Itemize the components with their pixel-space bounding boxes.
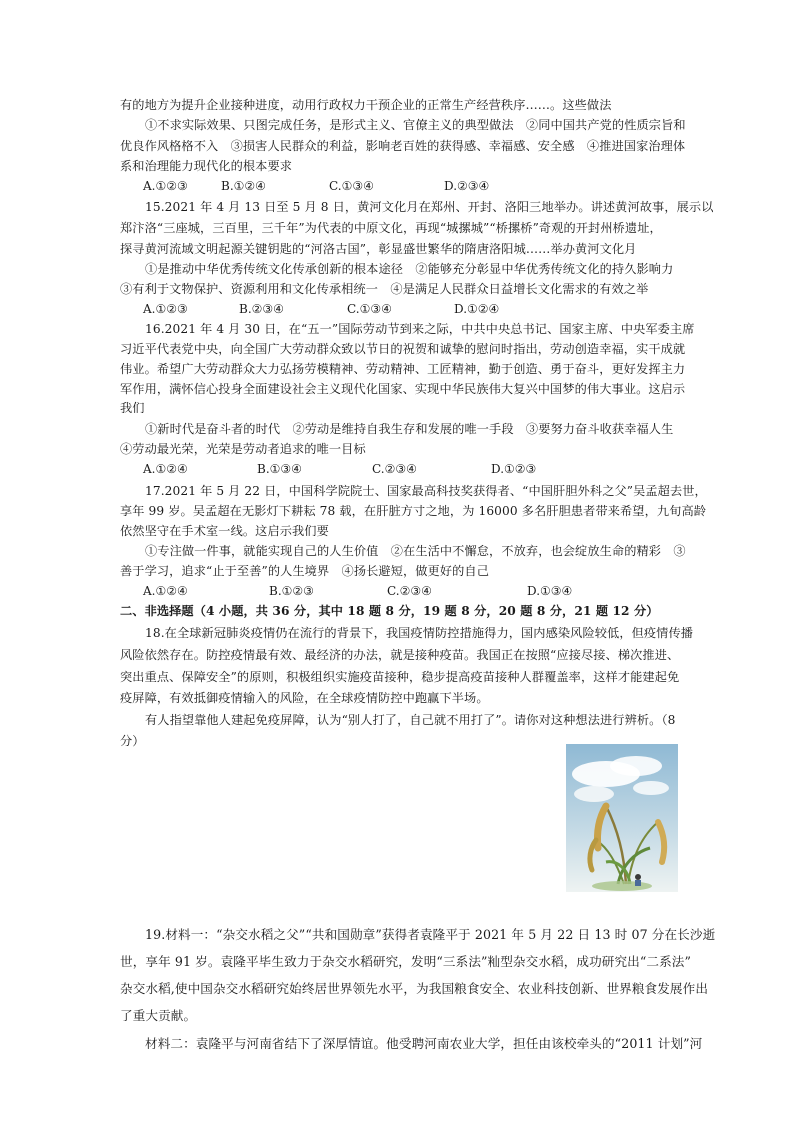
q18-question-cont: 分） [120, 734, 145, 748]
q16-stem-cont: 军作用，满怀信心投身全面建设社会主义现代化国家、实现中华民族伟大复兴中国梦的伟大事业。这启示 [120, 382, 686, 396]
q17-option-d: D.①③④ [527, 584, 573, 598]
q14-statements-cont: 系和治理能力现代化的根本要求 [120, 159, 293, 173]
q14-option-a: A.①②③ [143, 179, 188, 193]
q15-option-c: C.①③④ [347, 302, 392, 316]
q16-option-d: D.①②③ [491, 462, 537, 476]
q17-stem-cont: 依然坚守在手术室一线。这启示我们要 [120, 524, 329, 538]
q14-option-b: B.①②④ [221, 179, 266, 193]
section-2-heading: 二、非选择题（4 小题，共 36 分，其中 18 题 8 分，19 题 8 分，20 题 8 分，21 题 12 分） [120, 604, 659, 618]
q14-statements: ①不求实际效果、只图完成任务，是形式主义、官僚主义的典型做法 ②同中国共产党的性质宗旨和 [145, 118, 686, 132]
q15-option-a: A.①②③ [143, 302, 188, 316]
q19-material-1-cont: 杂交水稻,使中国杂交水稻研究始终居世界领先水平，为我国粮食安全、农业科技创新、世界粮食发展作出 [120, 981, 709, 996]
q19-material-2: 材料二：袁隆平与河南省结下了深厚情谊。他受聘河南农业大学，担任由该校牵头的“2011 计划”河 [145, 1036, 703, 1051]
q14-stem-end: 有的地方为提升企业接种进度，动用行政权力干预企业的正常生产经营秩序……。这些做法 [120, 98, 612, 112]
q16-option-a: A.①②④ [143, 462, 188, 476]
q16-stem: 16.2021 年 4 月 30 日，在“五一”国际劳动节到来之际，中共中央总书记、国家主席、中央军委主席 [145, 322, 695, 336]
q16-option-c: C.②③④ [372, 462, 417, 476]
q15-statements-cont: ③有利于文物保护、资源利用和文化传承相统一 ④是满足人民群众日益增长文化需求的有效之举 [120, 282, 649, 296]
q18-stem-cont: 突出重点、保障安全”的原则，积极组织实施疫苗接种，稳步提高疫苗接种人群覆盖率，这样才能建起免 [120, 670, 680, 684]
q17-option-a: A.①②④ [143, 584, 188, 598]
q17-stem: 17.2021 年 5 月 22 日，中国科学院院士、国家最高科技奖获得者、“中国肝胆外科之父”吴孟超去世， [145, 484, 707, 498]
q16-stem-cont: 我们 [120, 401, 145, 415]
q14-statements-cont: 优良作风格格不入 ③损害人民群众的利益，影响老百姓的获得感、幸福感、安全感 ④推进国家治理体 [120, 139, 686, 153]
q18-stem: 18.在全球新冠肺炎疫情仍在流行的背景下，我国疫情防控措施得力，国内感染风险较低，但疫情传播 [145, 626, 694, 640]
q19-material-1-cont: 世，享年 91 岁。袁隆平毕生致力于杂交水稻研究，发明“三系法”籼型杂交水稻，成功研究出“二系法” [120, 954, 692, 969]
q16-stem-cont: 伟业。希望广大劳动群众大力弘扬劳模精神、劳动精神、工匠精神，勤于创造、勇于奋斗，更好发挥主力 [120, 362, 686, 376]
q15-stem: 15.2021 年 4 月 13 日至 5 月 8 日，黄河文化月在郑州、开封、洛阳三地举办。讲述黄河故事，展示以 [145, 200, 714, 214]
q15-option-d: D.①②④ [454, 302, 500, 316]
q16-stem-cont: 习近平代表党中央，向全国广大劳动群众致以节日的祝贺和诚挚的慰问时指出，劳动创造幸福，实干成就 [120, 342, 686, 356]
q17-stem-cont: 享年 99 岁。吴孟超在无影灯下耕耘 78 载，在肝脏方寸之地，为 16000 多名肝胆患者带来希望，九旬高龄 [120, 504, 707, 518]
q15-stem-cont: 郑汴洛“三座城，三百里，三千年”为代表的中原文化，再现“城摞城”“桥摞桥”奇观的开封州桥遗址， [120, 221, 662, 235]
q18-stem-cont: 风险依然存在。防控疫情最有效、最经济的办法，就是接种疫苗。我国正在按照“应接尽接、梯次推进、 [120, 648, 680, 662]
q17-statements-cont: 善于学习，追求“止于至善”的人生境界 ④扬长避短，做更好的自己 [120, 564, 489, 578]
q17-statements: ①专注做一件事，就能实现自己的人生价值 ②在生活中不懈怠，不放弃，也会绽放生命的精彩 ③ [145, 544, 686, 558]
q17-option-b: B.①②③ [269, 584, 314, 598]
q14-option-d: D.②③④ [444, 179, 490, 193]
q14-option-c: C.①③④ [329, 179, 374, 193]
q16-statements: ①新时代是奋斗者的时代 ②劳动是维持自我生存和发展的唯一手段 ③要努力奋斗收获幸福人生 [145, 422, 674, 436]
rice-illustration [566, 744, 678, 892]
q15-option-b: B.②③④ [239, 302, 284, 316]
q15-stem-cont: 探寻黄河流域文明起源关键钥匙的“河洛古国”，彰显盛世繁华的隋唐洛阳城……举办黄河文化月 [120, 242, 637, 256]
q15-statements: ①是推动中华优秀传统文化传承创新的根本途径 ②能够充分彰显中华优秀传统文化的持久影响力 [145, 262, 674, 276]
q18-question: 有人指望靠他人建起免疫屏障，认为“别人打了，自己就不用打了”。请你对这种想法进行辨析。（8 [145, 713, 676, 727]
q19-material-1-cont: 了重大贡献。 [120, 1008, 197, 1023]
q18-stem-cont: 疫屏障，有效抵御疫情输入的风险，在全球疫情防控中跑赢下半场。 [120, 691, 489, 705]
q19-material-1: 19.材料一：“杂交水稻之父”“共和国勋章”获得者袁隆平于 2021 年 5 月 22 日 13 时 07 分在长沙逝 [145, 927, 716, 942]
q16-option-b: B.①③④ [257, 462, 302, 476]
q16-statements-cont: ④劳动最光荣，光荣是劳动者追求的唯一目标 [120, 442, 366, 456]
q17-option-c: C.②③④ [387, 584, 432, 598]
rice-illustration-graphic [566, 744, 678, 892]
